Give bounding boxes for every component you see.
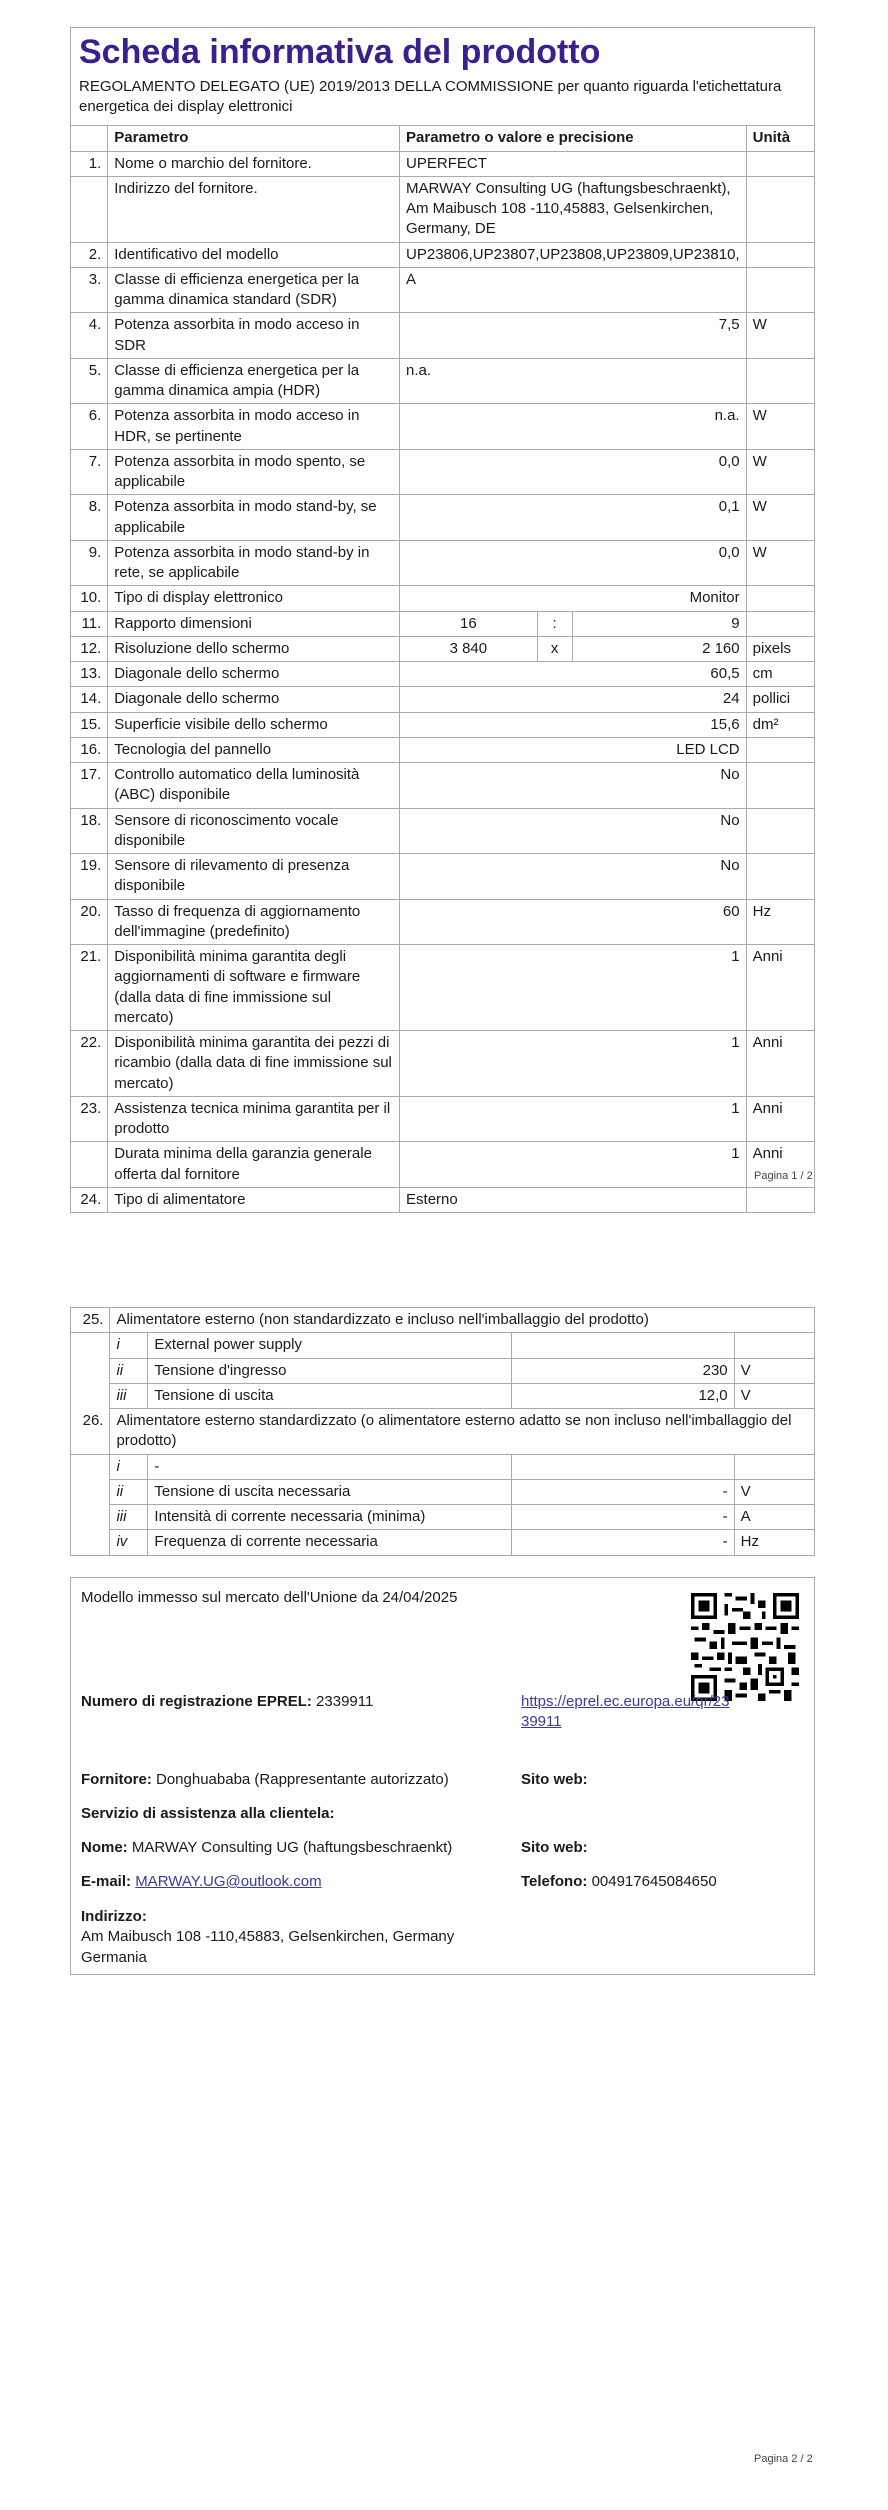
row-number: 9. <box>71 540 108 586</box>
supplier-info-box <box>70 1577 815 1975</box>
power-supply-body <box>71 1308 814 1555</box>
row-parameter: Classe di efficienza energetica per la gamma dinamica ampia (HDR) <box>108 358 400 404</box>
address-line-2: Germania <box>81 1948 147 1966</box>
row-parameter: Superficie visibile dello schermo <box>108 712 400 737</box>
sub-item-label: Intensità di corrente necessaria (minima) <box>148 1505 512 1530</box>
sub-item-unit: Hz <box>740 1533 759 1551</box>
sub-item-label: Frequenza di corrente necessaria <box>148 1530 512 1555</box>
row-value: 0,1 <box>400 495 747 541</box>
row-parameter: Assistenza tecnica minima garantita per il prodotto <box>108 1096 400 1142</box>
sub-item-index: iii <box>110 1505 148 1530</box>
row-value: 0,0 <box>400 449 747 495</box>
row-unit: Anni <box>746 1142 814 1188</box>
row-unit: Anni <box>746 1096 814 1142</box>
row-unit: W <box>746 313 814 359</box>
row-value-separator: x <box>537 636 572 661</box>
row-parameter: Classe di efficienza energetica per la gamma dinamica standard (SDR) <box>108 267 400 313</box>
row-unit <box>746 358 814 404</box>
row-parameter: Controllo automatico della luminosità (ABC) disponibile <box>108 763 400 809</box>
row-number: 5. <box>71 358 108 404</box>
row-unit <box>746 176 814 242</box>
section-title: Alimentatore esterno standardizzato (o alimentatore esterno adatto se non incluso nell'imballaggio del prodotto) <box>110 1409 814 1455</box>
row-unit <box>746 586 814 611</box>
row-value-part-2: 2 160 <box>572 636 746 661</box>
row-value: No <box>400 808 747 854</box>
name-label: Nome: <box>81 1839 128 1856</box>
sub-item-label: - <box>148 1454 512 1479</box>
row-unit <box>746 763 814 809</box>
eprel-link-line-2[interactable]: 39911 <box>521 1713 562 1731</box>
table-row <box>71 808 814 854</box>
row-value: 60 <box>400 899 747 945</box>
table-row <box>71 687 814 712</box>
spacer <box>71 1505 110 1530</box>
website-label: Sito web: <box>521 1771 588 1788</box>
row-value: A <box>400 267 747 313</box>
row-number: 3. <box>71 267 108 313</box>
row-value: 1 <box>400 1096 747 1142</box>
sub-item-unit <box>734 1333 814 1358</box>
table-row <box>71 267 814 313</box>
row-number: 13. <box>71 662 108 687</box>
row-unit: pollici <box>746 687 814 712</box>
row-parameter: Potenza assorbita in modo stand-by in rete, se applicabile <box>108 540 400 586</box>
row-value: UPERFECT <box>400 151 747 176</box>
table-row <box>71 176 814 242</box>
eprel-number: 2339911 <box>316 1693 374 1710</box>
row-parameter: Diagonale dello schermo <box>108 687 400 712</box>
row-unit <box>746 737 814 762</box>
row-value: LED LCD <box>400 737 747 762</box>
eprel-link[interactable] <box>521 1692 729 1733</box>
row-parameter: Disponibilità minima garantita degli aggiornamenti di software e firmware (dalla data di fine immissione sul mercato) <box>108 945 400 1031</box>
row-unit: W <box>746 495 814 541</box>
row-value: 7,5 <box>400 313 747 359</box>
row-number: 1. <box>71 151 108 176</box>
table-row <box>71 1187 814 1212</box>
row-parameter: Potenza assorbita in modo acceso in HDR, se pertinente <box>108 404 400 450</box>
row-unit <box>746 151 814 176</box>
row-value: Monitor <box>400 586 747 611</box>
sub-item-row <box>71 1454 814 1479</box>
row-unit <box>746 1187 814 1212</box>
sub-item-row <box>71 1479 814 1504</box>
row-number: 10. <box>71 586 108 611</box>
address-line-1: Am Maibusch 108 -110,45883, Gelsenkirchen, Germany <box>81 1928 455 1946</box>
header-value: Parametro o valore e precisione <box>400 126 747 151</box>
sub-item-row <box>71 1383 814 1408</box>
sub-item-row <box>71 1333 814 1358</box>
row-number: 8. <box>71 495 108 541</box>
row-parameter: Potenza assorbita in modo acceso in SDR <box>108 313 400 359</box>
sub-item-label: Tensione di uscita necessaria <box>148 1479 512 1504</box>
product-info-sheet <box>70 27 815 1213</box>
sub-item-value: 230 <box>512 1358 734 1383</box>
row-value: n.a. <box>400 404 747 450</box>
sub-item-label: External power supply <box>148 1333 512 1358</box>
row-value: 0,0 <box>400 540 747 586</box>
table-row <box>71 662 814 687</box>
row-parameter: Nome o marchio del fornitore. <box>108 151 400 176</box>
table-row <box>71 242 814 267</box>
spacer <box>71 1358 110 1383</box>
row-number: 17. <box>71 763 108 809</box>
table-row <box>71 449 814 495</box>
spacer <box>71 1333 110 1358</box>
sub-item-index: i <box>110 1333 148 1358</box>
row-value: 1 <box>400 1142 747 1188</box>
section-number: 25. <box>71 1308 110 1333</box>
row-value: 24 <box>400 687 747 712</box>
sub-item-unit <box>734 1454 814 1479</box>
table-row <box>71 586 814 611</box>
row-unit: Anni <box>746 1031 814 1097</box>
row-unit: W <box>746 540 814 586</box>
row-number: 6. <box>71 404 108 450</box>
table-row <box>71 899 814 945</box>
sub-item-value: - <box>512 1530 734 1555</box>
row-parameter: Sensore di rilevamento di presenza disponibile <box>108 854 400 900</box>
row-parameter: Durata minima della garanzia generale offerta dal fornitore <box>108 1142 400 1188</box>
row-number: 19. <box>71 854 108 900</box>
spacer <box>71 1383 110 1408</box>
table-row <box>71 712 814 737</box>
header-unit: Unità <box>746 126 814 151</box>
row-parameter: Risoluzione dello schermo <box>108 636 400 661</box>
table-row <box>71 151 814 176</box>
sub-item-value: - <box>512 1505 734 1530</box>
row-parameter: Potenza assorbita in modo spento, se applicabile <box>108 449 400 495</box>
table-row <box>71 540 814 586</box>
row-value-part-2: 9 <box>572 611 746 636</box>
row-parameter: Indirizzo del fornitore. <box>108 176 400 242</box>
row-number: 20. <box>71 899 108 945</box>
page-footer-1: Pagina 1 / 2 <box>754 1170 813 1182</box>
sub-item-row <box>71 1505 814 1530</box>
name-value: MARWAY Consulting UG (haftungsbeschraenkt) <box>131 1839 453 1856</box>
sub-item-label: Tensione d'ingresso <box>148 1358 512 1383</box>
row-unit: pixels <box>746 636 814 661</box>
sub-item-unit: V <box>734 1383 814 1408</box>
table-row <box>71 737 814 762</box>
row-number: 4. <box>71 313 108 359</box>
email-row <box>81 1872 322 1892</box>
section-title: Alimentatore esterno (non standardizzato e incluso nell'imballaggio del prodotto) <box>110 1308 814 1333</box>
qr-code-icon[interactable] <box>691 1593 799 1701</box>
row-value: 60,5 <box>400 662 747 687</box>
parameters-table <box>71 126 814 1212</box>
email-label: E-mail: <box>81 1873 132 1890</box>
row-unit: cm <box>746 662 814 687</box>
phone-value: 004917645084650 <box>591 1873 717 1890</box>
parameters-body <box>71 151 814 1212</box>
row-number: 18. <box>71 808 108 854</box>
row-parameter: Tasso di frequenza di aggiornamento dell'immagine (predefinito) <box>108 899 400 945</box>
row-value: No <box>400 854 747 900</box>
row-number: 21. <box>71 945 108 1031</box>
power-supply-section <box>70 1307 815 1556</box>
section-number: 26. <box>71 1409 110 1455</box>
row-unit <box>746 854 814 900</box>
sub-item-index: ii <box>110 1358 148 1383</box>
row-unit <box>746 267 814 313</box>
website2-label: Sito web: <box>521 1839 588 1856</box>
row-number: 22. <box>71 1031 108 1097</box>
table-row <box>71 1142 814 1188</box>
table-row <box>71 495 814 541</box>
row-number: 24. <box>71 1187 108 1212</box>
address-label: Indirizzo: <box>81 1908 147 1925</box>
eprel-label: Numero di registrazione EPREL: <box>81 1693 312 1710</box>
row-value: 1 <box>400 1031 747 1097</box>
sub-item-value <box>512 1454 734 1479</box>
sub-item-unit: V <box>734 1358 814 1383</box>
row-number <box>71 1142 108 1188</box>
row-unit <box>746 808 814 854</box>
row-value-part-1: 3 840 <box>400 636 538 661</box>
supplier-label: Fornitore: <box>81 1771 152 1788</box>
email-link[interactable]: MARWAY.UG@outlook.com <box>135 1873 322 1890</box>
market-date: Modello immesso sul mercato dell'Unione da 24/04/2025 <box>81 1589 458 1606</box>
spacer <box>71 1479 110 1504</box>
row-parameter: Tecnologia del pannello <box>108 737 400 762</box>
row-parameter: Tipo di alimentatore <box>108 1187 400 1212</box>
row-number: 15. <box>71 712 108 737</box>
section-row <box>71 1409 814 1455</box>
row-parameter: Potenza assorbita in modo stand-by, se applicabile <box>108 495 400 541</box>
row-parameter: Identificativo del modello <box>108 242 400 267</box>
regulation-subtitle: REGOLAMENTO DELEGATO (UE) 2019/2013 DELLA COMMISSIONE per quanto riguarda l'etichettatura energetica dei display elettronici <box>71 75 814 127</box>
table-row <box>71 404 814 450</box>
table-row <box>71 1096 814 1142</box>
row-parameter: Rapporto dimensioni <box>108 611 400 636</box>
row-unit: dm² <box>746 712 814 737</box>
page-footer-2: Pagina 2 / 2 <box>754 2453 813 2465</box>
sub-item-value <box>512 1333 734 1358</box>
phone-row <box>521 1872 717 1892</box>
row-value: 1 <box>400 945 747 1031</box>
section-row <box>71 1308 814 1333</box>
sub-item-index: ii <box>110 1479 148 1504</box>
sub-item-row <box>71 1358 814 1383</box>
row-number: 11. <box>71 611 108 636</box>
row-value: No <box>400 763 747 809</box>
phone-label: Telefono: <box>521 1873 588 1890</box>
row-parameter: Tipo di display elettronico <box>108 586 400 611</box>
supplier-value: Donghuababa (Rappresentante autorizzato) <box>156 1771 449 1788</box>
row-unit: Anni <box>746 945 814 1031</box>
sub-item-unit: A <box>734 1505 814 1530</box>
sub-item-unit: V <box>734 1479 814 1504</box>
row-value-separator: : <box>537 611 572 636</box>
spacer <box>71 1454 110 1479</box>
row-unit: W <box>746 449 814 495</box>
sub-item-index: iv <box>110 1530 148 1555</box>
page-title: Scheda informativa del prodotto <box>79 33 601 71</box>
row-number: 7. <box>71 449 108 495</box>
eprel-row <box>81 1692 373 1712</box>
row-value: 15,6 <box>400 712 747 737</box>
table-row <box>71 1031 814 1097</box>
row-parameter: Disponibilità minima garantita dei pezzi di ricambio (dalla data di fine immissione sul mercato) <box>108 1031 400 1097</box>
row-number: 2. <box>71 242 108 267</box>
sub-item-label: Tensione di uscita <box>148 1383 512 1408</box>
row-value-part-1: 16 <box>400 611 538 636</box>
row-value: UP23806,UP23807,UP23808,UP23809,UP23810, <box>400 242 747 267</box>
row-value: n.a. <box>400 358 747 404</box>
table-row <box>71 763 814 809</box>
supplier-row <box>81 1770 449 1790</box>
eprel-link-line-1[interactable]: https://eprel.ec.europa.eu/qr/23 <box>521 1693 730 1710</box>
sub-item-value: - <box>512 1479 734 1504</box>
table-row <box>71 854 814 900</box>
table-row <box>71 636 814 661</box>
table-row <box>71 358 814 404</box>
row-number: 14. <box>71 687 108 712</box>
row-unit <box>746 611 814 636</box>
sub-item-index: i <box>110 1454 148 1479</box>
row-value: Esterno <box>400 1187 747 1212</box>
row-number: 12. <box>71 636 108 661</box>
row-unit: Hz <box>746 899 814 945</box>
name-row <box>81 1838 452 1858</box>
power-supply-table <box>71 1308 814 1555</box>
customer-service-label: Servizio di assistenza alla clientela: <box>81 1805 335 1822</box>
header-param: Parametro <box>108 126 400 151</box>
address-block <box>81 1907 454 1968</box>
row-number <box>71 176 108 242</box>
row-parameter: Diagonale dello schermo <box>108 662 400 687</box>
row-parameter: Sensore di riconoscimento vocale disponibile <box>108 808 400 854</box>
sub-item-index: iii <box>110 1383 148 1408</box>
sub-item-value: 12,0 <box>512 1383 734 1408</box>
spacer <box>71 1530 110 1555</box>
table-row <box>71 313 814 359</box>
sub-item-row <box>71 1530 814 1555</box>
row-unit: W <box>746 404 814 450</box>
row-number: 23. <box>71 1096 108 1142</box>
table-header-row <box>71 126 814 151</box>
table-row <box>71 945 814 1031</box>
table-row <box>71 611 814 636</box>
row-number: 16. <box>71 737 108 762</box>
row-value: MARWAY Consulting UG (haftungsbeschraenkt), Am Maibusch 108 -110,45883, Gelsenkirchen, Germany, DE <box>400 176 747 242</box>
row-unit <box>746 242 814 267</box>
